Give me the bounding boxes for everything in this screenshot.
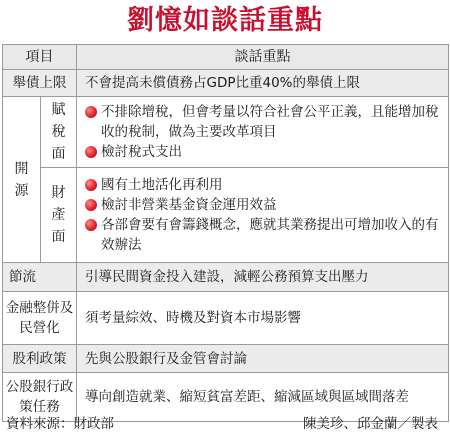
row-label-revenue xyxy=(3,97,41,263)
list-item-text: 檢討非營業基金資金運用效益 xyxy=(101,197,277,213)
list-item xyxy=(85,102,442,142)
table-header-row xyxy=(3,45,449,70)
red-bullet-icon xyxy=(85,219,97,231)
credit-note: 陳美珍、邱金蘭／製表 xyxy=(303,416,438,432)
property-label-text: 財產面 xyxy=(51,185,66,245)
header-points: 談話重點 xyxy=(77,45,449,70)
table-row-finance xyxy=(3,292,449,345)
list-item-text: 國有土地活化再利用 xyxy=(101,177,223,193)
revenue-label-text: 開源 xyxy=(14,160,29,199)
list-item-text: 各部會要有會籌錢概念，應就其業務提出可增加收入的有效辦法 xyxy=(101,217,439,253)
list-item xyxy=(85,142,442,162)
table-row-tax xyxy=(3,97,449,168)
list-item xyxy=(85,175,442,195)
row-content-tax xyxy=(77,97,449,168)
source-note: 資料來源：財政部 xyxy=(6,416,114,432)
row-label-dividend: 股利政策 xyxy=(3,345,77,373)
row-text-dividend: 先與公股銀行及金管會討論 xyxy=(77,345,449,373)
table-row-saving xyxy=(3,263,449,292)
row-sublabel-tax xyxy=(41,97,77,168)
row-text-saving: 引導民間資金投入建設，減輕公務預算支出壓力 xyxy=(77,263,449,292)
row-label-debt: 舉債上限 xyxy=(3,70,77,97)
table-row-property xyxy=(3,168,449,263)
talking-points-table xyxy=(2,44,449,422)
row-label-bank: 公股銀行政策任務 xyxy=(3,373,77,422)
red-bullet-icon xyxy=(85,179,97,191)
row-content-property xyxy=(77,168,449,263)
red-bullet-icon xyxy=(85,146,97,158)
row-label-finance: 金融整併及民營化 xyxy=(3,292,77,345)
tax-label-text: 賦稅面 xyxy=(51,102,66,162)
table-row-debt xyxy=(3,70,449,97)
row-label-saving: 節流 xyxy=(3,263,77,292)
row-text-debt: 不會提高未償債務占GDP比重40%的舉債上限 xyxy=(77,70,449,97)
list-item-text: 不排除增稅，但會考量以符合社會公平正義，且能增加稅收的稅制，做為主要改革項目 xyxy=(101,104,439,140)
red-bullet-icon xyxy=(85,106,97,118)
list-item-text: 檢討稅式支出 xyxy=(101,144,182,160)
row-sublabel-property xyxy=(41,168,77,263)
list-item xyxy=(85,215,442,255)
table-row-dividend xyxy=(3,345,449,373)
page-title: 劉憶如談話重點 xyxy=(127,5,323,36)
row-text-finance: 須考量綜效、時機及對資本市場影響 xyxy=(77,292,449,345)
header-item: 項目 xyxy=(3,45,77,70)
red-bullet-icon xyxy=(85,199,97,211)
list-item xyxy=(85,195,442,215)
row-text-bank: 導向創造就業、縮短貧富差距、縮減區域與區域間落差 xyxy=(77,373,449,422)
